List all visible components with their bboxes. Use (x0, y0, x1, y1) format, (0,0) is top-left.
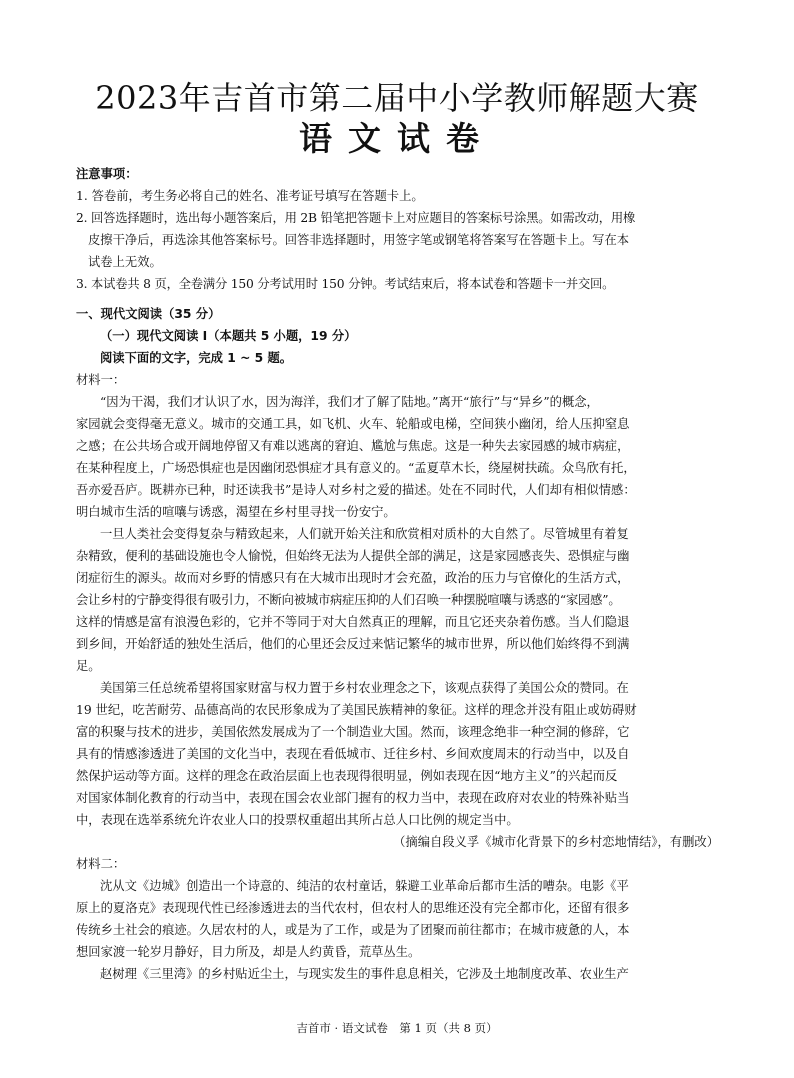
notice-line: 1. 答卷前，考生务必将自己的姓名、准考证号填写在答题卡上。 (76, 189, 424, 203)
paragraph-line: 家园就会变得毫无意义。城市的交通工具，如飞机、火车、轮船或电梯，空间狭小幽闭，给人压抑窒息 (76, 417, 630, 431)
notice-line: 试卷上无效。 (88, 255, 162, 269)
section-heading: 一、现代文阅读（35 分） (76, 307, 221, 321)
material-label: 材料一： (76, 373, 126, 387)
paragraph-line: 中，表现在选举系统允许农业人口的投票权重超出其所占总人口比例的规定当中。 (76, 813, 519, 827)
paragraph-line: 对国家体制化教育的行动当中，表现在国会农业部门握有的权力当中，表现在政府对农业的特殊补贴当 (76, 791, 630, 805)
paragraph-line: 然保护运动等方面。这样的理念在政治层面上也表现得很明显，例如表现在因“地方主义”的兴起而反 (76, 769, 618, 783)
page-footer: 吉首市 · 语文试卷 第 1 页（共 8 页） (296, 1021, 498, 1035)
paragraph-line: 这样的情感是富有浪漫色彩的，它并不等同于对大自然真正的理解，而且它还夹杂着伤感。当人们隐退 (76, 615, 630, 629)
page-content (76, 163, 719, 985)
subsection-heading: （一）现代文阅读 I（本题共 5 小题，19 分） (100, 329, 357, 343)
notice-line: 2. 回答选择题时，选出每小题答案后，用 2B 铅笔把答题卡上对应题目的答案标号涂黑。如需改动，用橡 (76, 211, 636, 225)
paragraph-line: 到乡间，开始舒适的独处生活后，他们的心里还会反过来惦记繁华的城市世界，所以他们始终得不到满 (76, 637, 630, 651)
paragraph-line: 闭症衍生的源头。故而对乡野的情感只有在大城市出现时才会充盈，政治的压力与官僚化的生活方式， (76, 571, 630, 585)
source-citation: （摘编自段义孚《城市化背景下的乡村恋地情结》，有删改） (393, 835, 719, 849)
paragraph-line: 原上的夏洛克》表现现代性已经渗透进去的当代农村，但农村人的思维还没有完全都市化，还留有很多 (76, 901, 630, 915)
paragraph-line: 吾亦爱吾庐。既耕亦已种，时还读我书”是诗人对乡村之爱的描述。处在不同时代，人们却有相似情感： (76, 483, 636, 497)
paragraph-line: 想回家渡一轮岁月静好，目力所及，却是人约黄昏，荒草丛生。 (76, 945, 421, 959)
paragraph-line: 沈从文《边城》创造出一个诗意的、纯洁的农村童话，躲避工业革命后都市生活的嘈杂。电影《平 (100, 879, 629, 893)
paragraph-line: 之感；在公共场合或开阔地停留又有难以逃离的窘迫、尴尬与焦虑。这是一种失去家园感的城市病症， (76, 439, 630, 453)
paragraph-line: 具有的情感渗透进了美国的文化当中，表现在看低城市、迁往乡村、乡间欢度周末的行动当中，以及自 (76, 747, 630, 761)
paragraph-line: 19 世纪，吃苦耐劳、品德高尚的农民形象成为了美国民族精神的象征。这样的理念并没有阻止或妨碍财 (76, 703, 637, 717)
paragraph-line: 赵树理《三里湾》的乡村贴近尘土，与现实发生的事件息息相关，它涉及土地制度改革、农业生产 (100, 967, 629, 981)
paragraph-line: 在某种程度上，广场恐惧症也是因幽闭恐惧症才具有意义的。“孟夏草木长，绕屋树扶疏。众鸟欣有托， (76, 461, 636, 475)
paragraph-line: “因为干渴，我们才认识了水，因为海洋，我们才了解了陆地。”离开“旅行”与“异乡”的概念， (100, 395, 599, 409)
exam-title: 2023年吉首市第二届中小学教师解题大赛 (95, 79, 699, 117)
material-label: 材料二： (76, 857, 126, 871)
paragraph-line: 传统乡土社会的痕迹。久居农村的人，或是为了工作，或是为了团聚而前往都市；在城市疲惫的人，本 (76, 923, 630, 937)
notice-line: 3. 本试卷共 8 页，全卷满分 150 分考试用时 150 分钟。考试结束后，将本试卷和答题卡一并交回。 (76, 277, 615, 291)
paragraph-line: 富的积聚与技术的进步，美国依然发展成为了一个制造业大国。然而，该理念绝非一种空洞的修辞，它 (76, 725, 630, 739)
paragraph-line: 美国第三任总统希望将国家财富与权力置于乡村农业理念之下，该观点获得了美国公众的赞同。在 (100, 681, 629, 695)
paragraph-line: 杂精致，便利的基础设施也令人愉悦，但始终无法为人提供全部的满足，这是家园感丧失、恐惧症与幽 (76, 549, 630, 563)
notice-line: 皮擦干净后，再选涂其他答案标号。回答非选择题时，用签字笔或钢笔将答案写在答题卡上。写在本 (88, 233, 630, 247)
paragraph-line: 足。 (76, 659, 101, 673)
paragraph-line: 会让乡村的宁静变得很有吸引力，不断向被城市病症压抑的人们召唤一种摆脱喧嚷与诱惑的“家园感”。 (76, 593, 621, 607)
paragraph-line: 一旦人类社会变得复杂与精致起来，人们就开始关注和欣赏相对质朴的大自然了。尽管城里有着复 (100, 527, 629, 541)
section-instruction: 阅读下面的文字，完成 1 ~ 5 题。 (100, 351, 293, 365)
notice-heading: 注意事项： (76, 167, 138, 181)
exam-subtitle: 语文试卷 (299, 119, 495, 158)
paragraph-line: 明白城市生活的喧嚷与诱惑，渴望在乡村里寻找一份安宁。 (76, 505, 396, 519)
